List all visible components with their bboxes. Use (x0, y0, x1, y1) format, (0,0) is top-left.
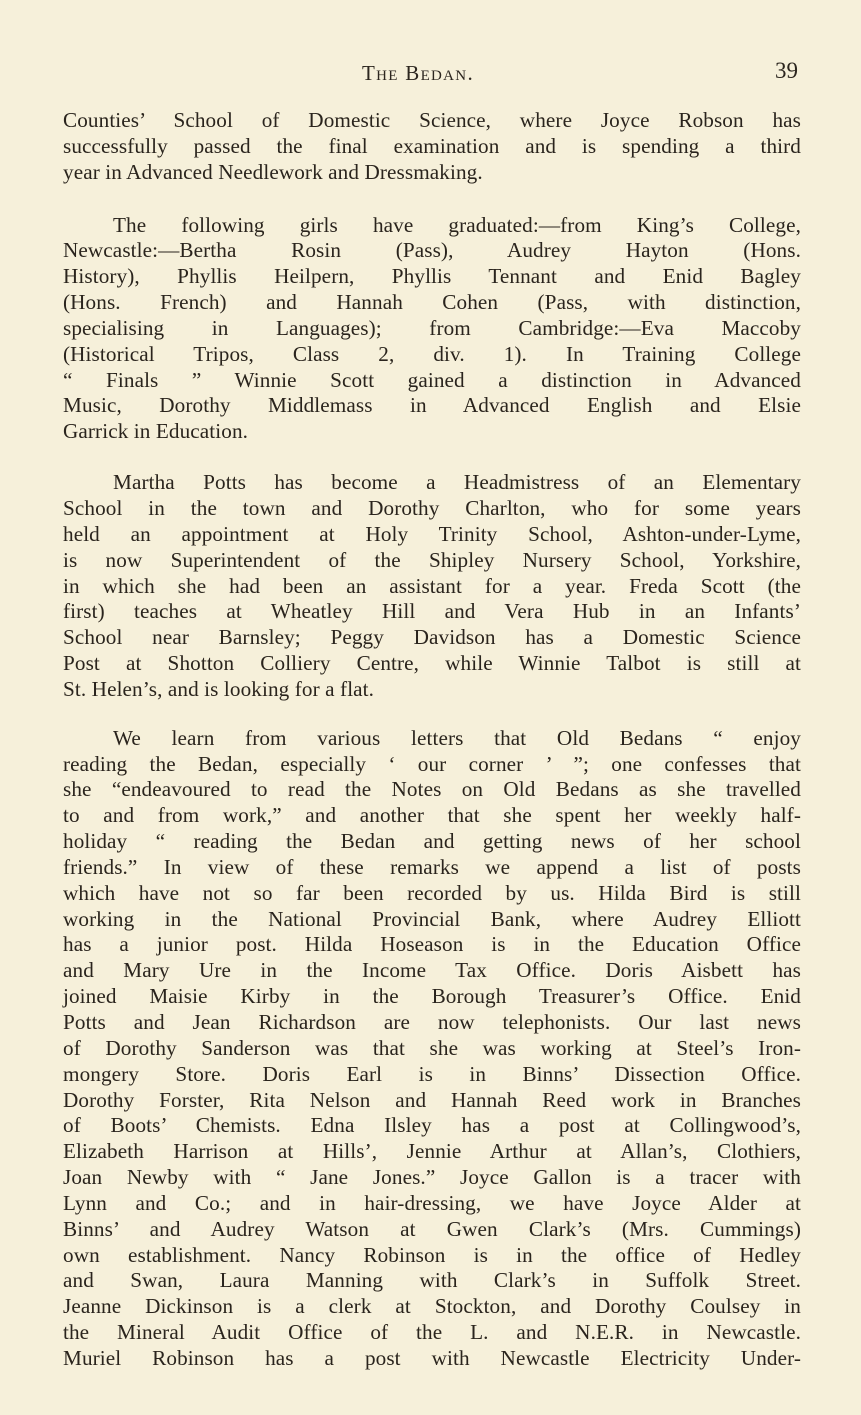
paragraph-spacer (63, 703, 801, 726)
text-line: The following girls have graduated:—from King’s College, (113, 212, 801, 237)
text-line: is now Superintendent of the Shipley Nursery School, Yorkshire, (63, 547, 801, 572)
text-line: mongery Store. Doris Earl is in Binns’ Dissection Office. (63, 1061, 801, 1086)
text-line: holiday “ reading the Bedan and getting news of her school (63, 829, 801, 854)
text-line: Martha Potts has become a Headmistress of an Elementary (113, 470, 801, 495)
text-line: School in the town and Dorothy Charlton, who for some years (63, 495, 801, 520)
body-text (63, 108, 801, 1372)
text-line: Lynn and Co.; and in hair-dressing, we have Joyce Alder at (63, 1190, 801, 1215)
text-line: to and from work,” and another that she spent her weekly half- (63, 803, 801, 828)
text-line: Newcastle:—Bertha Rosin (Pass), Audrey Hayton (Hons. (63, 238, 801, 263)
text-line: of Dorothy Sanderson was that she was working at Steel’s Iron- (63, 1035, 801, 1060)
text-line: own establishment. Nancy Robinson is in the office of Hedley (63, 1242, 801, 1267)
text-line: reading the Bedan, especially ‘ our corner ’ ”; one confesses that (63, 751, 801, 776)
text-line: first) teaches at Wheatley Hill and Vera Hub in an Infants’ (63, 599, 801, 624)
paragraph-1 (63, 108, 801, 186)
text-line: We learn from various letters that Old Bedans “ enjoy (113, 725, 801, 750)
paragraph-4 (63, 726, 801, 1372)
text-line: (Historical Tripos, Class 2, div. 1). In Training College (63, 341, 801, 366)
text-line: has a junior post. Hilda Hoseason is in the Education Office (63, 932, 801, 957)
page-number: 39 (775, 58, 798, 83)
text-line: Binns’ and Audrey Watson at Gwen Clark’s (Mrs. Cummings) (63, 1216, 801, 1241)
text-line: “ Finals ” Winnie Scott gained a distinction in Advanced (63, 367, 801, 392)
text-line: History), Phyllis Heilpern, Phyllis Tennant and Enid Bagley (63, 264, 801, 289)
text-line: Counties’ School of Domestic Science, where Joyce Robson has (63, 108, 801, 132)
text-line: Jeanne Dickinson is a clerk at Stockton, and Dorothy Coulsey in (63, 1294, 801, 1319)
paragraph-spacer (63, 445, 801, 470)
text-line: Elizabeth Harrison at Hills’, Jennie Arthur at Allan’s, Clothiers, (63, 1139, 801, 1164)
text-line: Dorothy Forster, Rita Nelson and Hannah Reed work in Branches (63, 1087, 801, 1112)
text-line: and Mary Ure in the Income Tax Office. Doris Aisbett has (63, 958, 801, 983)
text-line: she “endeavoured to read the Notes on Old Bedans as she travelled (63, 777, 801, 802)
text-line: Muriel Robinson has a post with Newcastle Electricity Under- (63, 1345, 801, 1370)
paragraph-spacer (63, 186, 801, 213)
text-line: joined Maisie Kirby in the Borough Treasurer’s Office. Enid (63, 984, 801, 1009)
text-line: held an appointment at Holy Trinity School, Ashton-under-Lyme, (63, 521, 801, 546)
text-line: in which she had been an assistant for a year. Freda Scott (the (63, 573, 801, 598)
text-line: successfully passed the final examination and is spending a third (63, 133, 801, 158)
text-line: and Swan, Laura Manning with Clark’s in Suffolk Street. (63, 1268, 801, 1293)
text-line: (Hons. French) and Hannah Cohen (Pass, with distinction, (63, 290, 801, 315)
text-line: School near Barnsley; Peggy Davidson has a Domestic Science (63, 625, 801, 650)
text-line: St. Helen’s, and is looking for a flat. (63, 676, 375, 701)
text-line: Potts and Jean Richardson are now telephonists. Our last news (63, 1010, 801, 1034)
running-header (0, 58, 861, 90)
running-title: The Bedan. (362, 61, 474, 85)
text-line: Garrick in Education. (63, 419, 249, 444)
paragraph-2 (63, 213, 801, 446)
text-line: Music, Dorothy Middlemass in Advanced English and Elsie (63, 393, 801, 418)
text-line: working in the National Provincial Bank, where Audrey Elliott (63, 906, 801, 931)
text-line: of Boots’ Chemists. Edna Ilsley has a post at Collingwood’s, (63, 1113, 801, 1138)
text-line: year in Advanced Needlework and Dressmaking. (63, 159, 483, 184)
text-line: the Mineral Audit Office of the L. and N.E.R. in Newcastle. (63, 1320, 801, 1345)
text-line: specialising in Languages); from Cambridge:—Eva Maccoby (63, 315, 801, 340)
text-line: Post at Shotton Colliery Centre, while Winnie Talbot is still at (63, 651, 801, 676)
text-line: which have not so far been recorded by us. Hilda Bird is still (63, 880, 801, 905)
text-line: friends.” In view of these remarks we append a list of posts (63, 854, 801, 879)
paragraph-3 (63, 470, 801, 703)
text-line: Joan Newby with “ Jane Jones.” Joyce Gallon is a tracer with (63, 1165, 801, 1190)
